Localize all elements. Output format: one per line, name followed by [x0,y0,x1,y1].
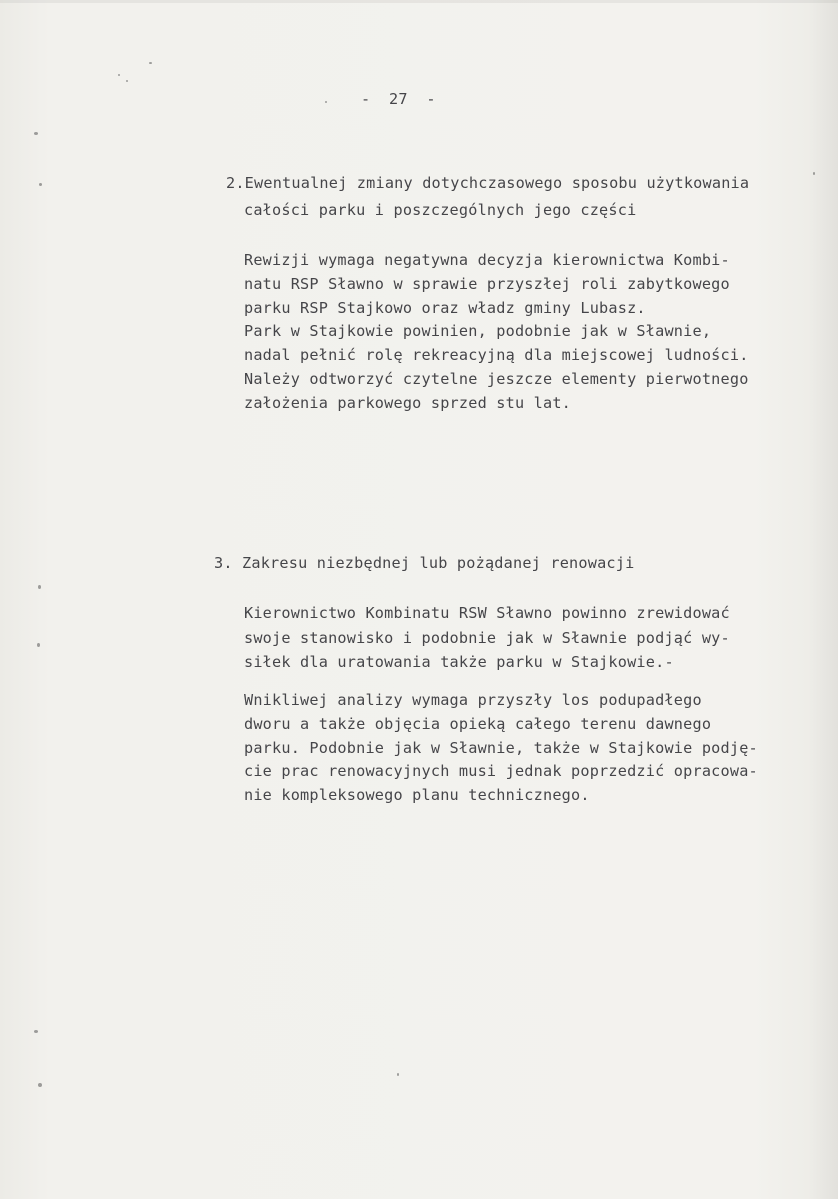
scan-speck [39,183,42,186]
section-3-paragraph-1: Kierownictwo Kombinatu RSW Sławno powinno zrewidować swoje stanowisko i podobnie jak w Sławnie podjąć wy- siłek dla uratowania także parku w Stajkowie.- [244,604,730,671]
scan-speck [126,80,128,82]
scan-speck [325,101,327,103]
page-number: - 27 - [361,90,436,108]
section-2-paragraph: Rewizji wymaga negatywna decyzja kierownictwa Kombi- natu RSP Sławno w sprawie przyszłej roli zabytkowego parku RSP Stajkowo oraz władz gminy Lubasz. Park w Stajkowie powinien, podobnie jak w Sławnie, nadal pełnić rolę rekreacyjną dla miejscowej ludności. Należy odtworzyć czytelne jeszcze elementy pierwotnego założenia parkowego sprzed stu lat. [244,251,749,412]
scan-top-edge [0,0,838,3]
section-3-paragraph-2: Wnikliwej analizy wymaga przyszły los podupadłego dworu a także objęcia opieką całego terenu dawnego parku. Podobnie jak w Sławnie, także w Stajkowie podję- cie prac renowacyjnych musi jednak poprzedzić opracowa- nie kompleksowego planu technicznego. [244,691,758,805]
scan-speck [118,74,120,76]
section-3-heading: 3. Zakresu niezbędnej lub pożądanej renowacji [214,554,635,572]
scan-speck [34,1030,38,1033]
scan-speck [37,643,40,647]
scan-speck [34,132,38,135]
scan-right-edge-shadow [808,0,838,1199]
scan-speck [149,62,152,64]
scan-speck [397,1073,399,1076]
scan-speck [38,585,41,589]
scan-speck [813,172,815,175]
section-2-heading-line-2: całości parku i poszczególnych jego części [244,201,637,219]
section-2-heading-line-1: 2.Ewentualnej zmiany dotychczasowego sposobu użytkowania [226,174,750,192]
scan-speck [38,1083,42,1087]
